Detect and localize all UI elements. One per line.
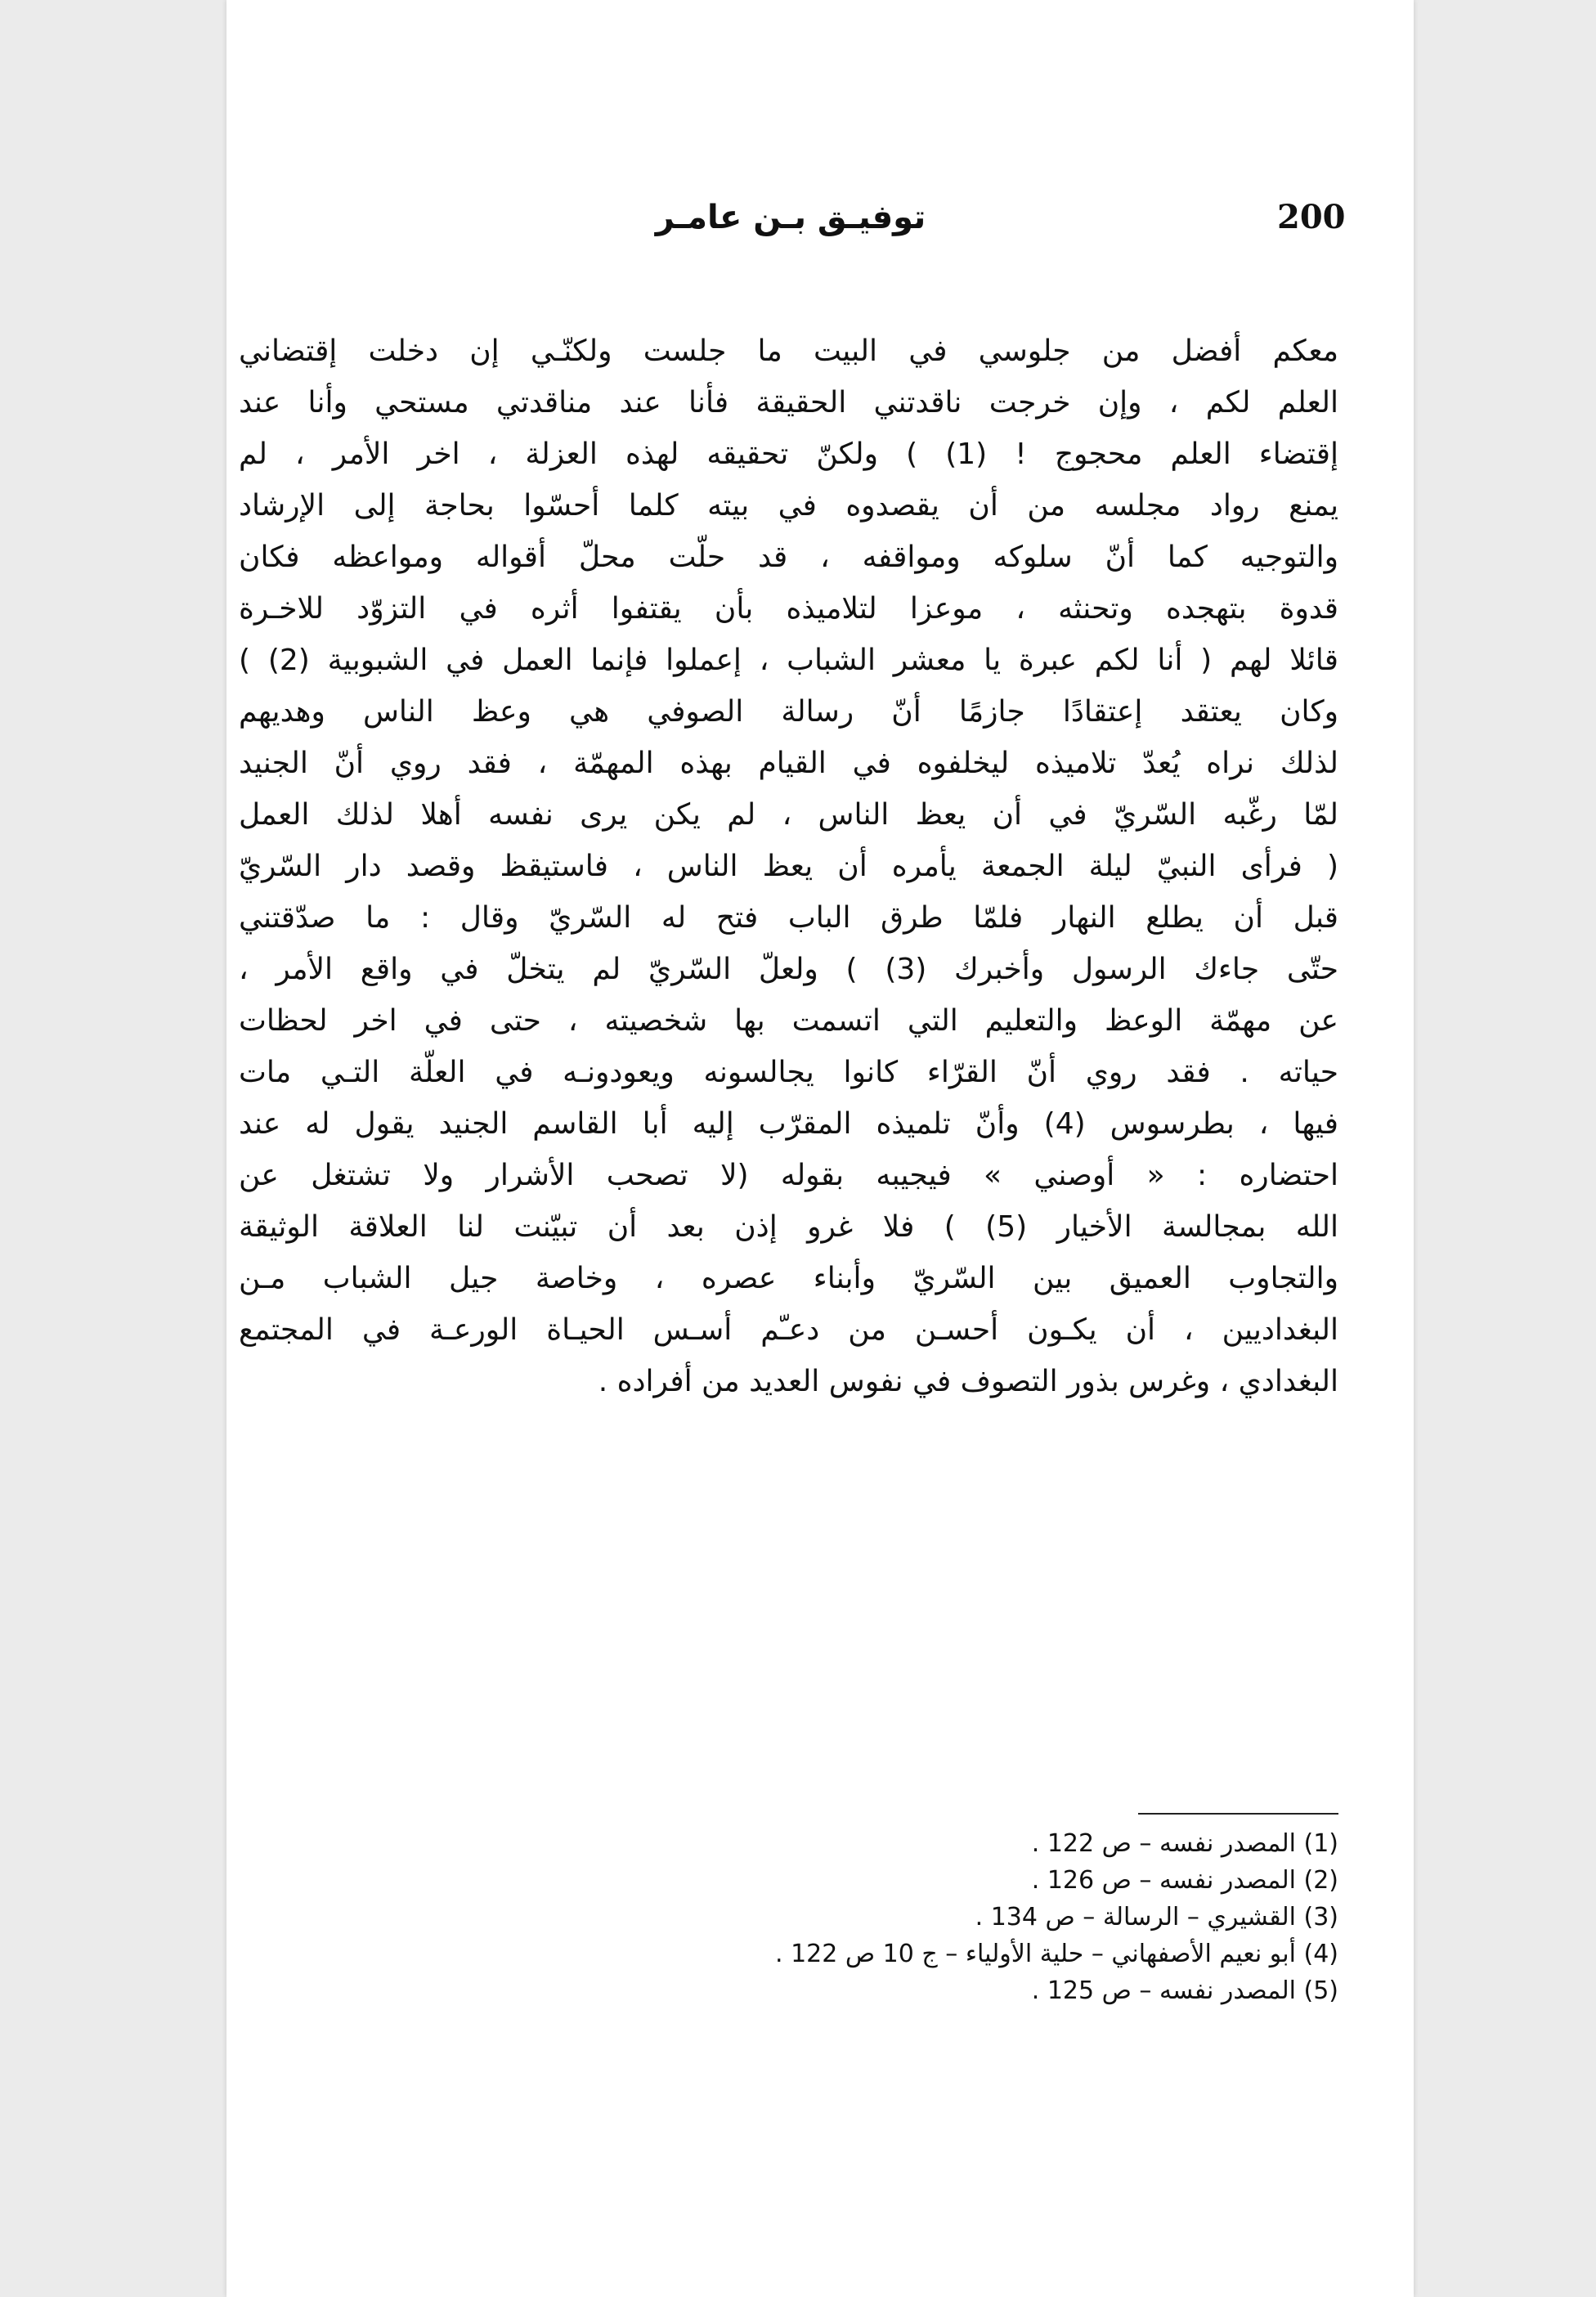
text-line: معكم أفضل من جلوسي في البيت ما جلست ولكنّـي إن دخلت إقتضاني [239,334,1338,368]
text-line: والتوجيه كما أنّ سلوكه ومواقفه ، قد حلّت محلّ أقواله ومواعظه فكان [239,541,1338,574]
text-line: قائلا لهم ( أنا لكم عبرة يا معشر الشباب ، إعملوا فإنما العمل في الشبوبية (2) ) [239,644,1338,677]
text-line: قبل أن يطلع النهار فلمّا طرق الباب فتح له السّريّ وقال : ما صدّقتني [239,901,1338,935]
text-line: فيها ، بطرسوس (4) وأنّ تلميذه المقرّب إليه أبا القاسم الجنيد يقول له عند [239,1107,1338,1141]
text-line: العلم لكم ، وإن خرجت ناقدتني الحقيقة فأنا عند مناقدتي مستحي وأنا عند [239,386,1338,419]
text-line: إقتضاء العلم محجوج ! (1) ) ولكنّ تحقيقه لهذه العزلة ، اخر الأمر ، لم [239,437,1338,471]
text-line: لمّا رغّبه السّريّ في أن يعظ الناس ، لم يكن يرى نفسه أهلا لذلك العمل [239,798,1338,832]
footnote-item: (3) القشيري – الرسالة – ص 134 . [975,1903,1338,1931]
running-head-author: توفيـق بـن عامـر [655,199,926,236]
text-line: البغداديين ، أن يكـون أحسـن من دعـّم أسـس الحيـاة الورعـة في المجتمع [239,1313,1338,1347]
book-page [226,0,1414,2297]
text-line: والتجاوب العميق بين السّريّ وأبناء عصره ، وخاصة جيل الشباب مـن [239,1262,1338,1295]
main-text-block [239,325,1338,1407]
text-line: عن مهمّة الوعظ والتعليم التي اتسمت بها شخصيته ، حتى في اخر لحظات [239,1004,1338,1038]
text-line: ( فرأى النبيّ ليلة الجمعة يأمره أن يعظ الناس ، فاستيقظ وقصد دار السّريّ [239,850,1338,883]
footnotes [390,1825,1338,2009]
text-line: الله بمجالسة الأخيار (5) ) فلا غرو إذن بعد أن تبيّنت لنا العلاقة الوثيقة [239,1210,1338,1244]
page-header [226,193,1414,250]
page-number: 200 [1277,198,1346,236]
text-line: قدوة بتهجده وتحنثه ، موعزا لتلاميذه بأن يقتفوا أثره في التزوّد للاخـرة [239,592,1338,626]
text-line: احتضاره : « أوصني » فيجيبه بقوله (لا تصحب الأشرار ولا تشتغل عن [239,1159,1338,1192]
footnote-item: (4) أبو نعيم الأصفهاني – حلية الأولياء – ج 10 ص 122 . [774,1940,1338,1968]
text-line: وكان يعتقد إعتقادًا جازمًا أنّ رسالة الصوفي هي وعظ الناس وهديهم [239,695,1338,729]
text-line: يمنع رواد مجلسه من أن يقصدوه في بيته كلما أحسّوا بحاجة إلى الإرشاد [239,489,1338,523]
text-line: حياته . فقد روي أنّ القرّاء كانوا يجالسونه ويعودونـه في العلّة التـي مات [239,1056,1338,1089]
text-line: لذلك نراه يُعدّ تلاميذه ليخلفوه في القيام بهذه المهمّة ، فقد روي أنّ الجنيد [239,747,1338,780]
text-line: البغدادي ، وغرس بذور التصوف في نفوس العديد من أفراده . [598,1365,1338,1398]
text-line: حتّى جاءك الرسول وأخبرك (3) ) ولعلّ السّريّ لم يتخلّ في واقع الأمر ، [239,953,1338,986]
footnote-separator [1138,1813,1338,1815]
footnote-item: (1) المصدر نفسه – ص 122 . [1031,1829,1338,1858]
footnote-item: (2) المصدر نفسه – ص 126 . [1031,1866,1338,1895]
footnote-item: (5) المصدر نفسه – ص 125 . [1031,1976,1338,2005]
